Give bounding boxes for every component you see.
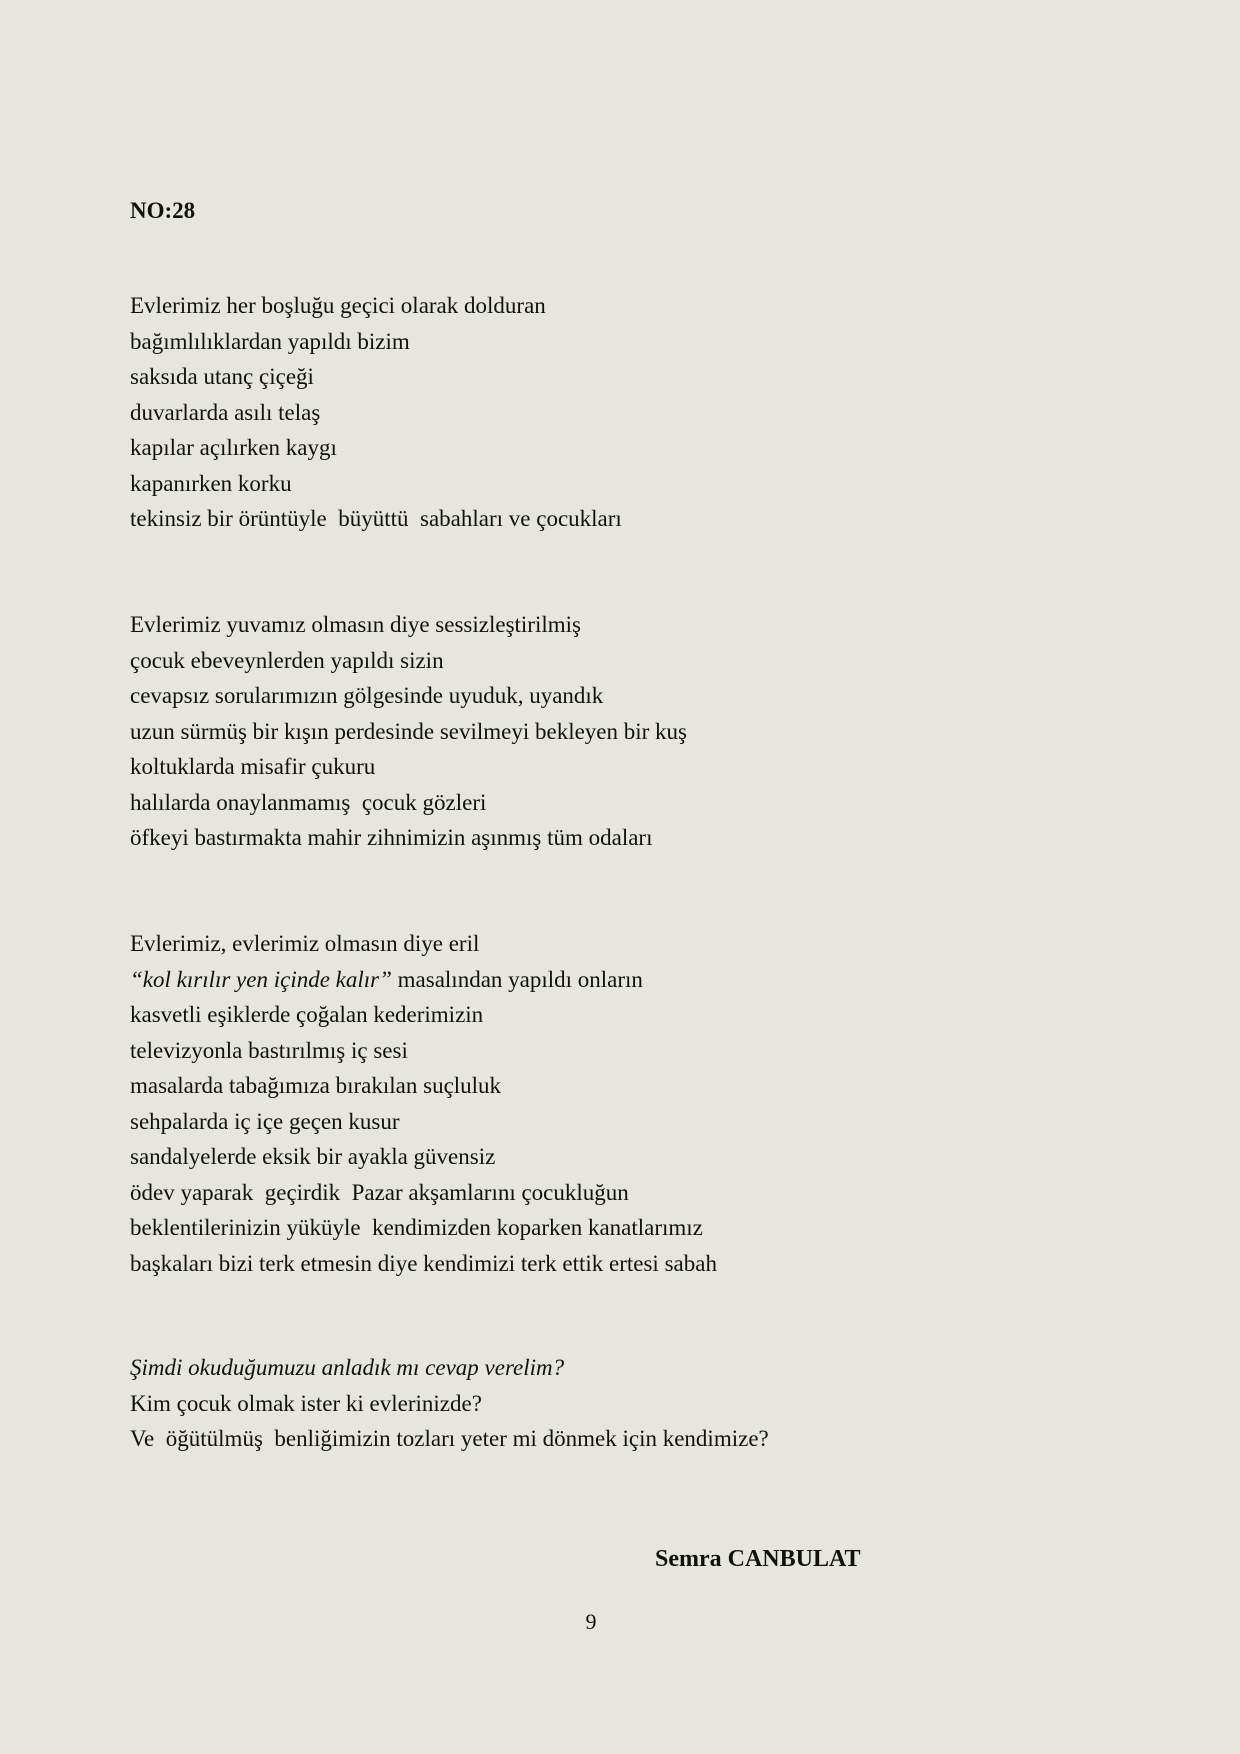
- stanza-2: [130, 607, 687, 856]
- poem-line: duvarlarda asılı telaş: [130, 399, 321, 425]
- poem-title: NO:28: [130, 198, 196, 223]
- poem-line: başkaları bizi terk etmesin diye kendimizi terk ettik ertesi sabah: [130, 1250, 717, 1276]
- stanza-1: [130, 288, 622, 537]
- poem-line: televizyonla bastırılmış iç sesi: [130, 1037, 408, 1063]
- poem-line: sandalyelerde eksik bir ayakla güvensiz: [130, 1144, 496, 1169]
- poem-line: öfkeyi bastırmakta mahir zihnimizin aşınmış tüm odaları: [130, 825, 653, 850]
- poem-line: cevapsız sorularımızın gölgesinde uyuduk, uyandık: [130, 683, 604, 708]
- poem-line: beklentilerinizin yüküyle kendimizden koparken kanatlarımız: [130, 1215, 703, 1240]
- poem-line: Ve öğütülmüş benliğimizin tozları yeter mi dönmek için kendimize?: [130, 1426, 769, 1451]
- author-name: Semra CANBULAT: [655, 1546, 861, 1572]
- poem-line: sehpalarda iç içe geçen kusur: [130, 1108, 400, 1134]
- page-number: 9: [585, 1609, 597, 1634]
- poem-line: tekinsiz bir örüntüyle büyüttü sabahları ve çocukları: [130, 506, 622, 531]
- poem-line: uzun sürmüş bir kışın perdesinde sevilmeyi bekleyen bir kuş: [130, 718, 688, 744]
- poem-line-italic: Şimdi okuduğumuzu anladık mı cevap verelim?: [130, 1355, 565, 1380]
- poem-line: Kim çocuk olmak ister ki evlerinizde?: [130, 1390, 482, 1416]
- poem-line: Evlerimiz, evlerimiz olmasın diye eril: [130, 931, 480, 956]
- poem-line: ödev yaparak geçirdik Pazar akşamlarını çocukluğun: [130, 1179, 629, 1205]
- poem-line: kapılar açılırken kaygı: [130, 435, 337, 460]
- poem-line: bağımlılıklardan yapıldı bizim: [130, 328, 410, 354]
- poem-line: kasvetli eşiklerde çoğalan kederimizin: [130, 1002, 484, 1027]
- poem-line: Evlerimiz her boşluğu geçici olarak dolduran: [130, 293, 546, 318]
- poem-line-mixed: [130, 962, 717, 998]
- poem-line-rest: masalından yapıldı onların: [391, 966, 643, 992]
- poem-line: Evlerimiz yuvamız olmasın diye sessizleştirilmiş: [130, 612, 581, 637]
- poem-line: kapanırken korku: [130, 470, 292, 496]
- poem-line: çocuk ebeveynlerden yapıldı sizin: [130, 647, 444, 673]
- poem-line: masalarda tabağımıza bırakılan suçluluk: [130, 1073, 502, 1098]
- poem-line: saksıda utanç çiçeği: [130, 364, 314, 389]
- stanza-4: [130, 1350, 769, 1457]
- stanza-3: [130, 926, 717, 1281]
- quoted-proverb: “kol kırılır yen içinde kalır”: [130, 966, 392, 992]
- poem-line: koltuklarda misafir çukuru: [130, 754, 376, 779]
- poem-line: halılarda onaylanmamış çocuk gözleri: [130, 789, 487, 815]
